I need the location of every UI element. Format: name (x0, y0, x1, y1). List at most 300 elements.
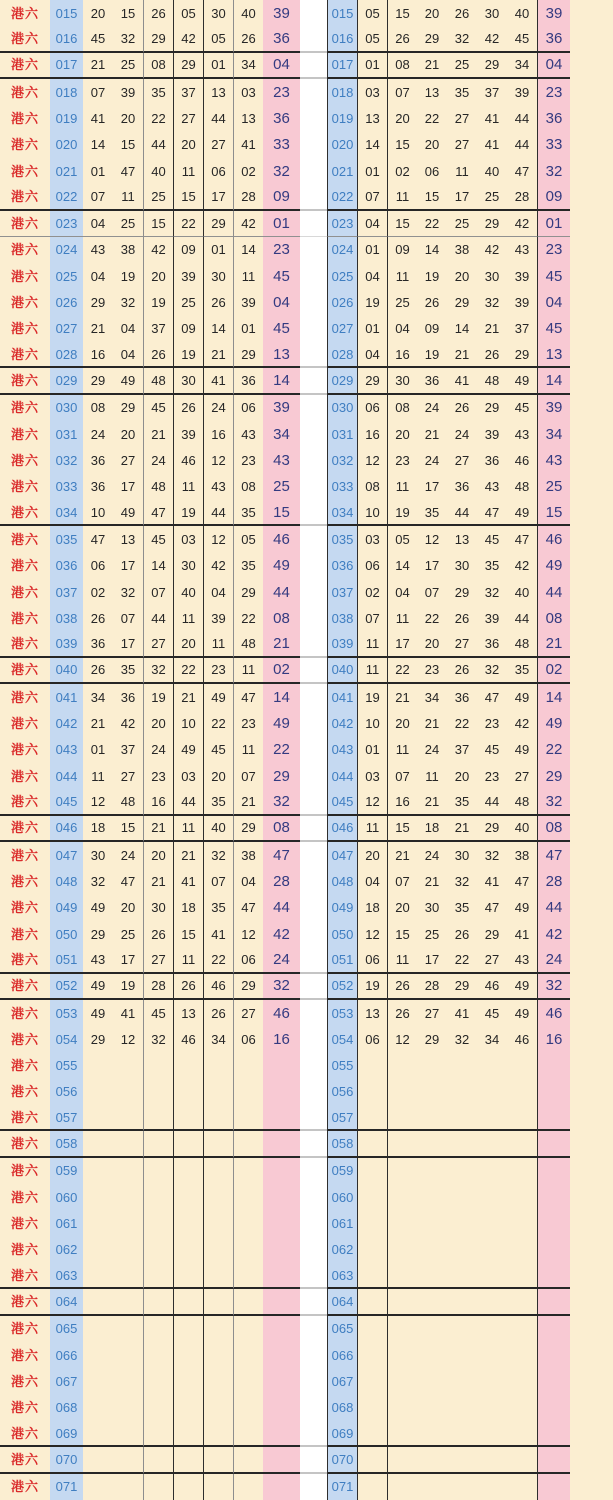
special-number (263, 1079, 300, 1105)
issue-number: 035 (327, 526, 357, 552)
draw-type-label: 港六 (0, 316, 50, 342)
sorted-ball-number: 25 (447, 53, 477, 79)
drawn-ball-number (203, 1368, 233, 1394)
right-margin (570, 1316, 613, 1342)
drawn-ball-number: 37 (143, 316, 173, 342)
issue-number: 061 (50, 1210, 83, 1236)
special-number: 24 (263, 947, 300, 973)
draw-type-label: 港六 (0, 1000, 50, 1026)
drawn-ball-number (113, 1158, 143, 1184)
sorted-ball-number (507, 1395, 537, 1421)
special-number (537, 1237, 570, 1263)
sorted-ball-number: 03 (357, 763, 387, 789)
issue-number: 063 (327, 1263, 357, 1289)
drawn-ball-number: 47 (233, 895, 263, 921)
special-number: 09 (263, 184, 300, 210)
issue-number: 024 (327, 237, 357, 263)
special-number: 16 (263, 1026, 300, 1052)
right-margin (570, 79, 613, 105)
drawn-ball-number: 16 (83, 342, 113, 368)
drawn-ball-number (143, 1105, 173, 1131)
table-gap (300, 1210, 327, 1236)
sorted-ball-number (477, 1237, 507, 1263)
sorted-ball-number: 27 (447, 632, 477, 658)
sorted-ball-number (417, 1079, 447, 1105)
sorted-ball-number (387, 1474, 417, 1500)
drawn-ball-number: 35 (203, 789, 233, 815)
drawn-ball-number: 47 (83, 526, 113, 552)
sorted-ball-number: 03 (357, 526, 387, 552)
drawn-ball-number: 26 (83, 605, 113, 631)
special-number: 32 (537, 158, 570, 184)
special-number: 04 (263, 289, 300, 315)
special-number (263, 1447, 300, 1473)
right-margin (570, 1474, 613, 1500)
right-margin (570, 1053, 613, 1079)
sorted-ball-number: 08 (387, 53, 417, 79)
table-gap (300, 1079, 327, 1105)
right-margin (570, 1105, 613, 1131)
sorted-ball-number (447, 1395, 477, 1421)
issue-number: 020 (50, 132, 83, 158)
sorted-ball-number: 14 (417, 237, 447, 263)
drawn-ball-number: 24 (203, 395, 233, 421)
drawn-ball-number: 36 (113, 684, 143, 710)
sorted-ball-number: 04 (357, 263, 387, 289)
table-gap (300, 26, 327, 52)
drawn-ball-number: 06 (83, 553, 113, 579)
drawn-ball-number (233, 1368, 263, 1394)
special-number (537, 1421, 570, 1447)
sorted-ball-number (447, 1263, 477, 1289)
sorted-ball-number: 07 (417, 579, 447, 605)
draw-type-label: 港六 (0, 53, 50, 79)
issue-number: 024 (50, 237, 83, 263)
drawn-ball-number: 03 (233, 79, 263, 105)
drawn-ball-number: 26 (143, 0, 173, 26)
sorted-ball-number: 45 (477, 737, 507, 763)
special-number: 32 (263, 158, 300, 184)
drawn-ball-number: 32 (203, 842, 233, 868)
drawn-ball-number: 37 (113, 737, 143, 763)
table-row (0, 132, 613, 158)
drawn-ball-number: 35 (233, 553, 263, 579)
sorted-ball-number: 11 (387, 947, 417, 973)
sorted-ball-number: 43 (507, 947, 537, 973)
drawn-ball-number (143, 1237, 173, 1263)
issue-number: 047 (50, 842, 83, 868)
drawn-ball-number (113, 1105, 143, 1131)
drawn-ball-number: 13 (113, 526, 143, 552)
sorted-ball-number: 02 (357, 579, 387, 605)
drawn-ball-number: 23 (233, 710, 263, 736)
issue-number: 022 (50, 184, 83, 210)
issue-number: 036 (327, 553, 357, 579)
drawn-ball-number: 43 (233, 421, 263, 447)
special-number: 45 (537, 316, 570, 342)
sorted-ball-number: 44 (507, 132, 537, 158)
table-gap (300, 947, 327, 973)
right-margin (570, 289, 613, 315)
drawn-ball-number: 30 (173, 553, 203, 579)
right-margin (570, 1421, 613, 1447)
sorted-ball-number: 22 (417, 211, 447, 237)
table-gap (300, 368, 327, 394)
issue-number: 054 (50, 1026, 83, 1052)
special-number: 01 (537, 211, 570, 237)
issue-number: 026 (327, 289, 357, 315)
drawn-ball-number (83, 1184, 113, 1210)
drawn-ball-number: 46 (203, 974, 233, 1000)
special-number: 49 (537, 553, 570, 579)
special-number (263, 1289, 300, 1315)
drawn-ball-number: 34 (203, 1026, 233, 1052)
sorted-ball-number: 41 (477, 132, 507, 158)
drawn-ball-number: 12 (203, 526, 233, 552)
sorted-ball-number: 22 (417, 605, 447, 631)
sorted-ball-number: 11 (447, 158, 477, 184)
drawn-ball-number: 26 (83, 658, 113, 684)
drawn-ball-number: 09 (173, 316, 203, 342)
drawn-ball-number (83, 1158, 113, 1184)
drawn-ball-number (203, 1210, 233, 1236)
sorted-ball-number: 15 (387, 816, 417, 842)
draw-type-label: 港六 (0, 132, 50, 158)
drawn-ball-number: 23 (233, 447, 263, 473)
right-margin (570, 1026, 613, 1052)
sorted-ball-number: 41 (447, 368, 477, 394)
drawn-ball-number: 11 (233, 737, 263, 763)
table-row (0, 53, 613, 79)
special-number: 39 (537, 395, 570, 421)
draw-type-label: 港六 (0, 763, 50, 789)
drawn-ball-number (113, 1237, 143, 1263)
drawn-ball-number (233, 1053, 263, 1079)
right-margin (570, 1158, 613, 1184)
sorted-ball-number: 17 (447, 184, 477, 210)
issue-number: 020 (327, 132, 357, 158)
table-gap (300, 342, 327, 368)
sorted-ball-number (507, 1053, 537, 1079)
draw-type-label: 港六 (0, 395, 50, 421)
sorted-ball-number: 43 (477, 474, 507, 500)
sorted-ball-number (477, 1079, 507, 1105)
table-gap (300, 1474, 327, 1500)
sorted-ball-number: 24 (417, 842, 447, 868)
issue-number: 032 (327, 447, 357, 473)
drawn-ball-number: 25 (113, 921, 143, 947)
sorted-ball-number: 21 (417, 421, 447, 447)
drawn-ball-number: 41 (233, 132, 263, 158)
sorted-ball-number: 42 (477, 26, 507, 52)
sorted-ball-number: 44 (507, 105, 537, 131)
drawn-ball-number (233, 1158, 263, 1184)
sorted-ball-number (417, 1131, 447, 1157)
table-row (0, 1368, 613, 1394)
drawn-ball-number: 19 (173, 342, 203, 368)
sorted-ball-number: 27 (447, 447, 477, 473)
sorted-ball-number: 03 (357, 79, 387, 105)
drawn-ball-number: 45 (143, 526, 173, 552)
drawn-ball-number: 26 (143, 342, 173, 368)
right-margin (570, 737, 613, 763)
issue-number: 037 (50, 579, 83, 605)
sorted-ball-number: 29 (417, 1026, 447, 1052)
sorted-ball-number: 42 (507, 710, 537, 736)
draw-type-label: 港六 (0, 921, 50, 947)
draw-type-label: 港六 (0, 1184, 50, 1210)
drawn-ball-number: 23 (143, 763, 173, 789)
drawn-ball-number: 08 (233, 474, 263, 500)
drawn-ball-number (173, 1158, 203, 1184)
special-number: 36 (537, 105, 570, 131)
draw-type-label: 港六 (0, 1474, 50, 1500)
table-row (0, 26, 613, 52)
table-row (0, 1026, 613, 1052)
drawn-ball-number (143, 1184, 173, 1210)
sorted-ball-number: 13 (357, 1000, 387, 1026)
special-number: 47 (537, 842, 570, 868)
table-gap (300, 1368, 327, 1394)
drawn-ball-number: 44 (203, 500, 233, 526)
sorted-ball-number (447, 1368, 477, 1394)
drawn-ball-number: 29 (83, 1026, 113, 1052)
drawn-ball-number: 29 (83, 921, 113, 947)
table-row (0, 342, 613, 368)
draw-type-label: 港六 (0, 1026, 50, 1052)
drawn-ball-number: 43 (203, 474, 233, 500)
sorted-ball-number: 12 (357, 921, 387, 947)
sorted-ball-number: 29 (447, 974, 477, 1000)
drawn-ball-number (113, 1184, 143, 1210)
special-number: 22 (263, 737, 300, 763)
sorted-ball-number: 12 (387, 1026, 417, 1052)
table-row (0, 737, 613, 763)
drawn-ball-number: 16 (143, 789, 173, 815)
drawn-ball-number: 20 (113, 105, 143, 131)
drawn-ball-number (83, 1131, 113, 1157)
sorted-ball-number (417, 1342, 447, 1368)
sorted-ball-number: 49 (507, 1000, 537, 1026)
issue-number: 031 (50, 421, 83, 447)
drawn-ball-number: 15 (143, 211, 173, 237)
sorted-ball-number: 46 (507, 447, 537, 473)
table-gap (300, 79, 327, 105)
issue-number: 017 (327, 53, 357, 79)
drawn-ball-number: 45 (143, 1000, 173, 1026)
special-number: 43 (263, 447, 300, 473)
table-gap (300, 763, 327, 789)
special-number (537, 1079, 570, 1105)
draw-type-label: 港六 (0, 1289, 50, 1315)
right-margin (570, 395, 613, 421)
table-row (0, 816, 613, 842)
table-row (0, 158, 613, 184)
sorted-ball-number: 01 (357, 158, 387, 184)
drawn-ball-number: 29 (173, 53, 203, 79)
special-number (537, 1368, 570, 1394)
right-margin (570, 921, 613, 947)
sorted-ball-number: 29 (357, 368, 387, 394)
right-margin (570, 0, 613, 26)
drawn-ball-number: 19 (113, 974, 143, 1000)
drawn-ball-number: 03 (173, 526, 203, 552)
sorted-ball-number: 20 (447, 263, 477, 289)
drawn-ball-number (83, 1421, 113, 1447)
sorted-ball-number (477, 1368, 507, 1394)
sorted-ball-number: 39 (477, 605, 507, 631)
special-number (537, 1316, 570, 1342)
sorted-ball-number: 23 (387, 447, 417, 473)
sorted-ball-number: 08 (357, 474, 387, 500)
right-margin (570, 1289, 613, 1315)
table-gap (300, 263, 327, 289)
issue-number: 059 (327, 1158, 357, 1184)
sorted-ball-number: 15 (387, 132, 417, 158)
drawn-ball-number: 44 (143, 132, 173, 158)
drawn-ball-number: 49 (83, 974, 113, 1000)
drawn-ball-number (173, 1210, 203, 1236)
sorted-ball-number: 11 (387, 184, 417, 210)
drawn-ball-number: 20 (113, 421, 143, 447)
sorted-ball-number: 39 (507, 263, 537, 289)
sorted-ball-number: 11 (387, 605, 417, 631)
special-number: 44 (263, 895, 300, 921)
right-margin (570, 842, 613, 868)
sorted-ball-number: 07 (387, 79, 417, 105)
right-margin (570, 1079, 613, 1105)
right-margin (570, 158, 613, 184)
table-row (0, 658, 613, 684)
issue-number: 032 (50, 447, 83, 473)
drawn-ball-number: 15 (173, 184, 203, 210)
special-number: 39 (537, 0, 570, 26)
drawn-ball-number (173, 1368, 203, 1394)
drawn-ball-number: 10 (83, 500, 113, 526)
issue-number: 051 (50, 947, 83, 973)
drawn-ball-number: 04 (83, 211, 113, 237)
draw-type-label: 港六 (0, 1342, 50, 1368)
right-margin (570, 605, 613, 631)
draw-type-label: 港六 (0, 1368, 50, 1394)
table-gap (300, 395, 327, 421)
sorted-ball-number: 36 (417, 368, 447, 394)
drawn-ball-number: 13 (203, 79, 233, 105)
issue-number: 038 (50, 605, 83, 631)
drawn-ball-number (173, 1237, 203, 1263)
sorted-ball-number (507, 1158, 537, 1184)
drawn-ball-number: 29 (233, 579, 263, 605)
issue-number: 055 (50, 1053, 83, 1079)
issue-number: 060 (327, 1184, 357, 1210)
sorted-ball-number: 42 (507, 553, 537, 579)
sorted-ball-number: 07 (387, 763, 417, 789)
sorted-ball-number: 39 (507, 79, 537, 105)
issue-number: 058 (50, 1131, 83, 1157)
drawn-ball-number: 21 (83, 710, 113, 736)
issue-number: 022 (327, 184, 357, 210)
sorted-ball-number: 23 (477, 710, 507, 736)
sorted-ball-number: 20 (357, 842, 387, 868)
drawn-ball-number: 46 (173, 1026, 203, 1052)
drawn-ball-number: 42 (143, 237, 173, 263)
drawn-ball-number: 06 (233, 395, 263, 421)
drawn-ball-number: 12 (203, 447, 233, 473)
drawn-ball-number: 22 (233, 605, 263, 631)
sorted-ball-number (477, 1131, 507, 1157)
sorted-ball-number: 11 (387, 474, 417, 500)
sorted-ball-number: 05 (387, 526, 417, 552)
sorted-ball-number: 47 (507, 868, 537, 894)
sorted-ball-number: 25 (477, 184, 507, 210)
table-row (0, 605, 613, 631)
drawn-ball-number: 19 (143, 684, 173, 710)
sorted-ball-number (357, 1184, 387, 1210)
sorted-ball-number: 19 (357, 974, 387, 1000)
table-gap (300, 53, 327, 79)
issue-number: 023 (327, 211, 357, 237)
special-number: 21 (263, 632, 300, 658)
sorted-ball-number: 19 (417, 263, 447, 289)
drawn-ball-number: 30 (83, 842, 113, 868)
sorted-ball-number: 20 (447, 763, 477, 789)
special-number: 39 (263, 0, 300, 26)
draw-type-label: 港六 (0, 684, 50, 710)
special-number: 29 (537, 763, 570, 789)
drawn-ball-number: 41 (203, 921, 233, 947)
special-number: 23 (263, 79, 300, 105)
issue-number: 057 (327, 1105, 357, 1131)
special-number: 25 (263, 474, 300, 500)
sorted-ball-number: 24 (447, 421, 477, 447)
drawn-ball-number: 21 (83, 53, 113, 79)
issue-number: 021 (327, 158, 357, 184)
drawn-ball-number (83, 1342, 113, 1368)
issue-number: 033 (327, 474, 357, 500)
drawn-ball-number (173, 1447, 203, 1473)
sorted-ball-number: 34 (417, 684, 447, 710)
drawn-ball-number: 30 (203, 0, 233, 26)
drawn-ball-number (83, 1237, 113, 1263)
drawn-ball-number: 01 (233, 316, 263, 342)
draw-type-label: 港六 (0, 868, 50, 894)
sorted-ball-number: 46 (507, 1026, 537, 1052)
special-number (263, 1105, 300, 1131)
sorted-ball-number: 49 (507, 737, 537, 763)
sorted-ball-number: 40 (477, 158, 507, 184)
issue-number: 016 (50, 26, 83, 52)
sorted-ball-number: 49 (507, 974, 537, 1000)
sorted-ball-number: 18 (417, 816, 447, 842)
special-number: 42 (537, 921, 570, 947)
sorted-ball-number: 32 (477, 842, 507, 868)
drawn-ball-number: 29 (203, 211, 233, 237)
issue-number: 046 (50, 816, 83, 842)
drawn-ball-number: 11 (233, 263, 263, 289)
drawn-ball-number (233, 1289, 263, 1315)
drawn-ball-number (83, 1395, 113, 1421)
sorted-ball-number: 21 (387, 842, 417, 868)
sorted-ball-number (477, 1316, 507, 1342)
sorted-ball-number: 26 (477, 342, 507, 368)
drawn-ball-number (83, 1053, 113, 1079)
drawn-ball-number: 29 (113, 395, 143, 421)
sorted-ball-number: 37 (447, 737, 477, 763)
drawn-ball-number: 06 (233, 947, 263, 973)
draw-type-label: 港六 (0, 895, 50, 921)
drawn-ball-number: 20 (143, 710, 173, 736)
special-number (537, 1053, 570, 1079)
